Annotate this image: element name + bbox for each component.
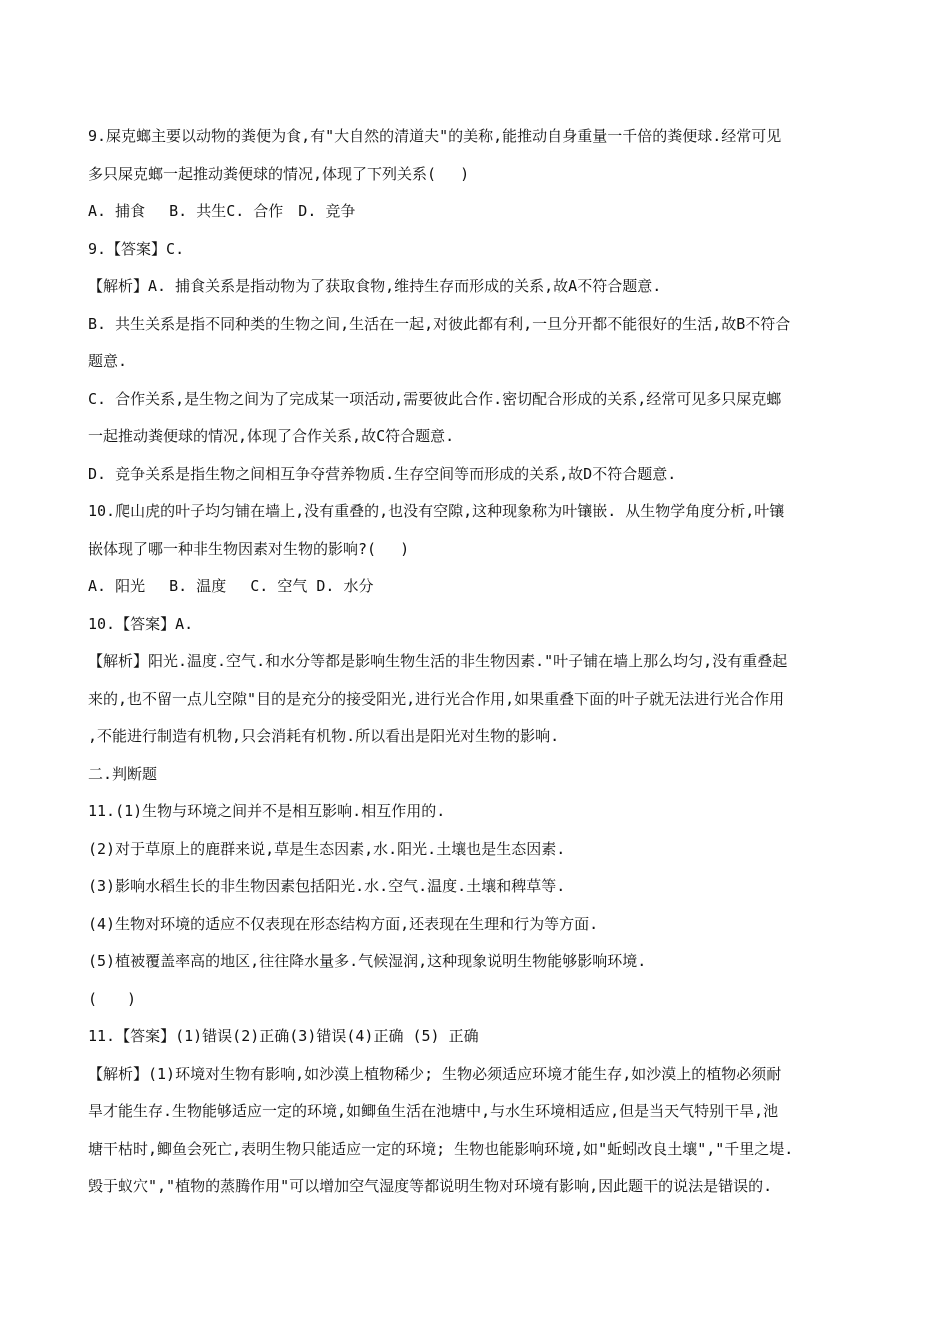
text-line: 题意. (88, 352, 128, 370)
text-line: 多只屎克螂一起推动粪便球的情况,体现了下列关系( ) (88, 164, 470, 183)
text-line: 一起推动粪便球的情况,体现了合作关系,故C符合题意. (88, 427, 455, 445)
section-heading: 二.判断题 (88, 764, 158, 783)
text-line: (4)生物对环境的适应不仅表现在形态结构方面,还表现在生理和行为等方面. (88, 914, 599, 933)
text-line: (2)对于草原上的鹿群来说,草是生态因素,水.阳光.土壤也是生态因素. (88, 839, 566, 858)
text-line: B. 共生关系是指不同种类的生物之间,生活在一起,对彼此都有利,一旦分开都不能很好的生活,故B不符合 (88, 314, 791, 333)
text-line: 【解析】A. 捕食关系是指动物为了获取食物,维持生存而形成的关系,故A不符合题意. (88, 277, 662, 295)
text-line: 11.(1)生物与环境之间并不是相互影响.相互作用的. (88, 802, 446, 820)
text-line: 11.【答案】(1)错误(2)正确(3)错误(4)正确 (5) 正确 (88, 1027, 479, 1045)
text-line: 来的,也不留一点儿空隙"目的是充分的接受阳光,进行光合作用,如果重叠下面的叶子就无法进行光合作用 (88, 689, 785, 708)
text-line: 10.爬山虎的叶子均匀铺在墙上,没有重叠的,也没有空隙,这种现象称为叶镶嵌. 从生物学角度分析,叶镶 (88, 502, 785, 520)
text-line: 旱才能生存.生物能够适应一定的环境,如鲫鱼生活在池塘中,与水生环境相适应,但是当天气特别干旱,池 (88, 1102, 779, 1120)
text-line: 9.屎克螂主要以动物的粪便为食,有"大自然的清道夫"的美称,能推动自身重量一千倍的粪便球.经常可见 (88, 127, 782, 145)
text-line: (5)植被覆盖率高的地区,往往降水量多.气候湿润,这种现象说明生物能够影响环境. (88, 952, 647, 970)
text-line: A. 捕食 B. 共生C. 合作 D. 竞争 (88, 202, 356, 220)
text-line: 9.【答案】C. (88, 239, 185, 258)
text-line: 【解析】阳光.温度.空气.和水分等都是影响生物生活的非生物因素."叶子铺在墙上那么均匀,没有重叠起 (88, 652, 788, 670)
text-line: 塘干枯时,鲫鱼会死亡,表明生物只能适应一定的环境; 生物也能影响环境,如"蚯蚓改良土壤","千里之堤. (88, 1139, 794, 1158)
text-line: D. 竞争关系是指生物之间相互争夺营养物质.生存空间等而形成的关系,故D不符合题意. (88, 464, 677, 483)
text-line: A. 阳光 B. 温度 C. 空气 D. 水分 (88, 577, 374, 595)
text-line: ,不能进行制造有机物,只会消耗有机物.所以看出是阳光对生物的影响. (88, 727, 560, 745)
text-line: 毁于蚁穴","植物的蒸腾作用"可以增加空气湿度等都说明生物对环境有影响,因此题干的说法是错误的. (88, 1177, 773, 1195)
text-line: 【解析】(1)环境对生物有影响,如沙漠上植物稀少; 生物必须适应环境才能生存,如沙漠上的植物必须耐 (88, 1064, 782, 1083)
text-line: 10.【答案】A. (88, 614, 194, 633)
text-line: C. 合作关系,是生物之间为了完成某一项活动,需要彼此合作.密切配合形成的关系,经常可见多只屎克螂 (88, 389, 782, 408)
text-line: ( ) (88, 989, 137, 1008)
document-body (88, 118, 868, 1206)
text-line: (3)影响水稻生长的非生物因素包括阳光.水.空气.温度.土壤和稗草等. (88, 877, 566, 895)
text-line: 嵌体现了哪一种非生物因素对生物的影响?( ) (88, 539, 410, 558)
